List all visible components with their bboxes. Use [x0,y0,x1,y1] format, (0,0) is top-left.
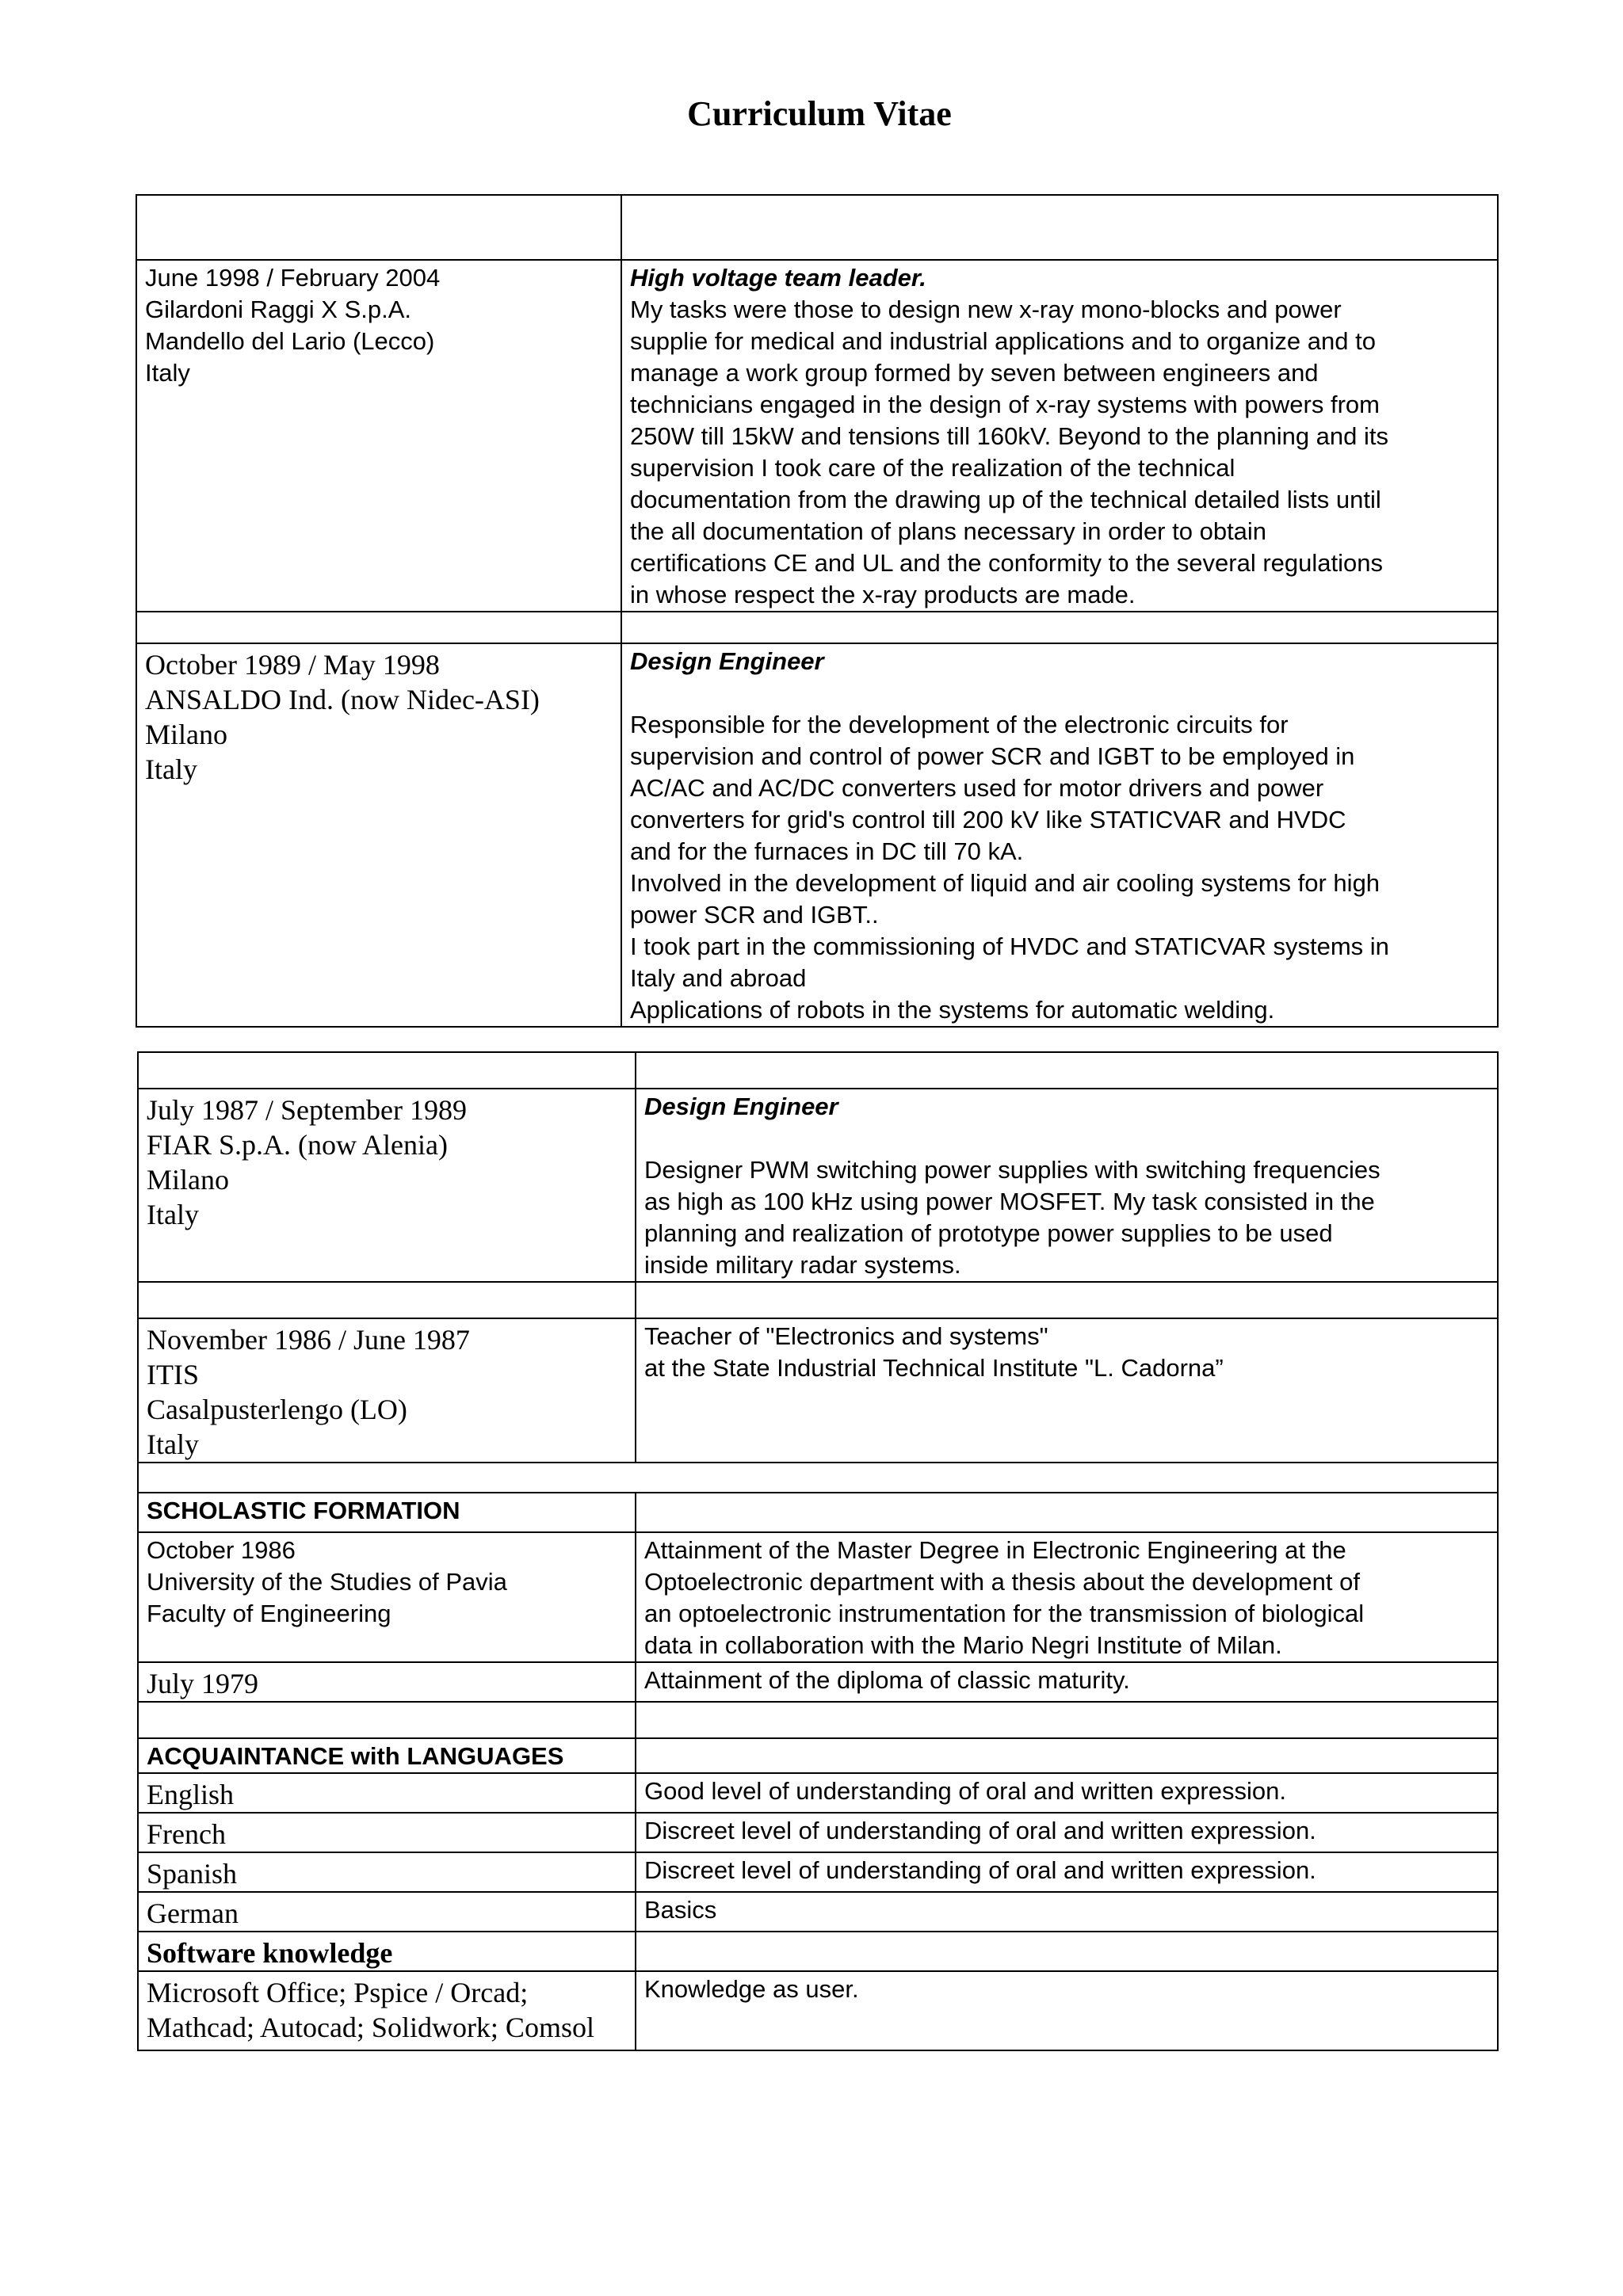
experience-company: FIAR S.p.A. (now Alenia) [147,1129,448,1161]
experience-period-cell [136,260,621,612]
languages-heading: ACQUAINTANCE with LANGUAGES [138,1738,636,1773]
experience-city: Milano [145,719,227,750]
experience-dates: June 1998 / February 2004 [145,264,441,292]
experience-country: Italy [145,359,190,387]
experience-country: Italy [147,1428,199,1460]
experience-table-2 [137,1051,1499,2051]
description-line: Italy and abroad [630,964,807,992]
experience-dates: November 1986 / June 1987 [147,1324,470,1356]
education-faculty: Faculty of Engineering [147,1600,391,1627]
language-level: Basics [636,1892,1498,1932]
description-line: Involved in the development of liquid and air cooling systems for high [630,869,1381,897]
experience-description-cell [636,1089,1498,1282]
spacer-row [138,1282,1498,1318]
description-line: inside military radar systems. [644,1251,961,1279]
description-line: I took part in the commissioning of HVDC and STATICVAR systems in [630,933,1389,960]
language-name: German [138,1892,636,1932]
description-line: Responsible for the development of the electronic circuits for [630,711,1289,738]
description-line: power SCR and IGBT.. [630,901,879,929]
description-line: in whose respect the x-ray products are made. [630,581,1136,608]
language-level: Good level of understanding of oral and written expression. [636,1773,1498,1813]
experience-role: Design Engineer [630,647,824,675]
description-line: the all documentation of plans necessary in order to obtain [630,517,1267,545]
description-line: Applications of robots in the systems for automatic welding. [630,996,1275,1024]
education-date: July 1979 [138,1662,636,1702]
experience-period-cell [138,1318,636,1463]
experience-description-cell [636,1318,1498,1463]
experience-description-cell [621,643,1498,1027]
page-title: Curriculum Vitae [687,94,952,133]
section-heading-row [138,1493,1498,1532]
description-line: as high as 100 kHz using power MOSFET. My task consisted in the [644,1188,1375,1215]
language-level: Discreet level of understanding of oral and written expression. [636,1813,1498,1852]
description-line: Designer PWM switching power supplies with switching frequencies [644,1156,1381,1184]
experience-row [138,1318,1498,1463]
education-period-cell [138,1532,636,1662]
description-line: 250W till 15kW and tensions till 160kV. Beyond to the planning and its [630,422,1389,450]
experience-role: Design Engineer [644,1093,838,1120]
language-row [138,1773,1498,1813]
spacer-row [136,612,1498,643]
description-line: Optoelectronic department with a thesis about the development of [644,1568,1360,1596]
experience-company: Gilardoni Raggi X S.p.A. [145,296,412,323]
experience-city: Casalpusterlengo (LO) [147,1394,407,1425]
education-description: Attainment of the diploma of classic maturity. [636,1662,1498,1702]
software-list-cell [138,1971,636,2050]
description-line: planning and realization of prototype power supplies to be used [644,1219,1333,1247]
spacer-row [136,195,1498,260]
description-line: technicians engaged in the design of x-ray systems with powers from [630,391,1380,418]
language-row [138,1813,1498,1852]
spacer-row [138,1052,1498,1089]
description-line: AC/AC and AC/DC converters used for motor drivers and power [630,774,1324,802]
experience-role: High voltage team leader. [630,264,926,292]
experience-row [138,1089,1498,1282]
education-date: October 1986 [147,1536,296,1564]
experience-row [136,260,1498,612]
experience-period-cell [138,1089,636,1282]
education-row [138,1662,1498,1702]
language-name: French [138,1813,636,1852]
experience-description-cell [621,260,1498,612]
description-line: at the State Industrial Technical Institute "L. Cadorna” [644,1354,1224,1382]
software-list-line: Microsoft Office; Pspice / Orcad; [147,1977,529,2008]
description-line: supplie for medical and industrial applications and to organize and to [630,327,1376,355]
experience-city: Milano [147,1164,229,1196]
experience-country: Italy [145,753,197,785]
experience-dates: July 1987 / September 1989 [147,1094,467,1126]
education-institution: University of the Studies of Pavia [147,1568,507,1596]
experience-period-cell [136,643,621,1027]
experience-table-1 [136,194,1499,1028]
description-line: certifications CE and UL and the conformity to the several regulations [630,549,1384,577]
language-name: Spanish [138,1852,636,1892]
description-line: an optoelectronic instrumentation for the transmission of biological [644,1600,1365,1627]
description-line: data in collaboration with the Mario Negri Institute of Milan. [644,1631,1282,1659]
education-row [138,1532,1498,1662]
education-description-cell [636,1532,1498,1662]
description-line: supervision and control of power SCR and IGBT to be employed in [630,742,1355,770]
spacer-row [138,1702,1498,1738]
section-heading-row [138,1738,1498,1773]
experience-row [136,643,1498,1027]
scholastic-heading: SCHOLASTIC FORMATION [138,1493,636,1532]
experience-country: Italy [147,1199,199,1230]
language-row [138,1892,1498,1932]
software-heading: Software knowledge [138,1932,636,1971]
description-line: converters for grid's control till 200 kV like STATICVAR and HVDC [630,806,1346,833]
experience-company: ANSALDO Ind. (now Nidec-ASI) [145,684,540,715]
description-line: and for the furnaces in DC till 70 kA. [630,837,1024,865]
language-row [138,1852,1498,1892]
software-list-line: Mathcad; Autocad; Solidwork; Comsol [147,2012,594,2043]
description-line: Attainment of the Master Degree in Electronic Engineering at the [644,1536,1346,1564]
software-row [138,1971,1498,2050]
experience-city: Mandello del Lario (Lecco) [145,327,435,355]
description-line: manage a work group formed by seven between engineers and [630,359,1319,387]
description-line: documentation from the drawing up of the technical detailed lists until [630,486,1381,513]
language-level: Discreet level of understanding of oral and written expression. [636,1852,1498,1892]
description-line: My tasks were those to design new x-ray mono-blocks and power [630,296,1342,323]
language-name: English [138,1773,636,1813]
spacer-row [138,1463,1498,1493]
description-line: Teacher of "Electronics and systems" [644,1322,1048,1350]
description-line: supervision I took care of the realization of the technical [630,454,1235,482]
software-description: Knowledge as user. [636,1971,1498,2050]
experience-company: ITIS [147,1359,199,1390]
section-heading-row [138,1932,1498,1971]
experience-dates: October 1989 / May 1998 [145,649,440,681]
